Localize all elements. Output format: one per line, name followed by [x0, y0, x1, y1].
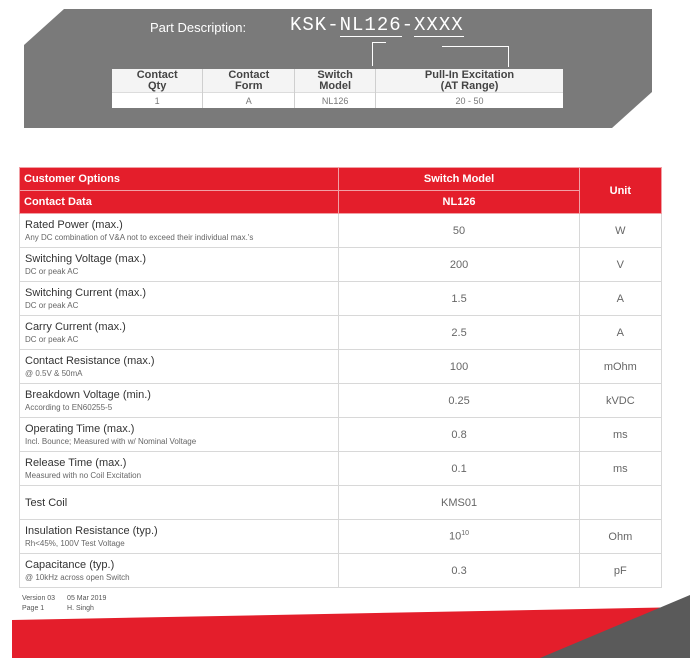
parameter-name: Release Time (max.) [25, 457, 127, 469]
value-text: 100 [449, 360, 469, 373]
contact-form-value: A [203, 93, 295, 109]
value-text: KMS01 [441, 496, 478, 509]
parameter-unit: A [579, 282, 661, 316]
customer-options-header: Customer Options [20, 168, 339, 191]
value-text: 10 [449, 530, 462, 543]
value-text: 0.25 [448, 394, 470, 407]
parameter-unit: V [579, 248, 661, 282]
switch-model-header: Switch Model [339, 168, 579, 191]
parameter-unit: ms [579, 418, 661, 452]
parameter-note: According to EN60255-5 [25, 403, 113, 412]
pull-in-value: 20 - 50 [376, 93, 563, 109]
parameter-note: Any DC combination of V&A not to exceed their individual max.'s [25, 233, 254, 242]
col-header-contact-qty: Contact Qty [112, 69, 203, 93]
part-number-excitation: XXXX [414, 14, 464, 36]
part-number-model: NL126 [339, 14, 402, 36]
parameter-note: DC or peak AC [25, 267, 79, 276]
parameter-name: Contact Resistance (max.) [25, 355, 155, 367]
parameter-unit: mOhm [579, 350, 661, 384]
col-header-pull-in: Pull-In Excitation (AT Range) [376, 69, 563, 93]
value-text: 0.1 [451, 462, 467, 475]
parameter-name: Switching Current (max.) [25, 287, 147, 299]
parameter-note: Measured with no Coil Excitation [25, 471, 142, 480]
col-header-contact-form: Contact Form [203, 69, 295, 93]
part-number-prefix: KSK- [290, 14, 340, 36]
parameter-name: Switching Voltage (max.) [25, 253, 147, 265]
parameter-name: Rated Power (max.) [25, 219, 123, 231]
parameter-unit: W [579, 214, 661, 248]
parameter-unit: kVDC [579, 384, 661, 418]
parameter-name: Capacitance (typ.) [25, 559, 115, 571]
parameter-unit: A [579, 316, 661, 350]
value-exponent: 10 [461, 530, 470, 538]
parameter-note: DC or peak AC [25, 335, 79, 344]
col-header-switch-model: Switch Model [295, 69, 376, 93]
contact-data-header: Contact Data [20, 191, 339, 214]
parameter-unit: ms [579, 452, 661, 486]
value-text: 1.5 [451, 292, 467, 305]
parameter-name: Test Coil [25, 496, 68, 509]
author-label: H. Singh [67, 605, 94, 612]
parameter-note: @ 0.5V & 50mA [25, 369, 83, 378]
version-label: Version 03 [22, 595, 56, 602]
parameter-note: Rh<45%, 100V Test Voltage [25, 539, 125, 548]
parameter-unit: pF [579, 554, 661, 588]
value-text: 200 [449, 258, 469, 271]
page-label: Page 1 [22, 605, 45, 612]
value-text: 0.8 [451, 428, 467, 441]
part-number-separator: - [401, 14, 415, 36]
part-description-label: Part Description: [150, 20, 247, 35]
parameter-name: Operating Time (max.) [25, 423, 135, 435]
contact-qty-value: 1 [112, 93, 203, 109]
parameter-note: Incl. Bounce; Measured with w/ Nominal Voltage [25, 437, 197, 446]
value-text: 0.3 [451, 564, 467, 577]
value-text: 2.5 [451, 326, 467, 339]
parameter-name: Breakdown Voltage (min.) [25, 389, 151, 401]
parameter-name: Insulation Resistance (typ.) [25, 525, 158, 537]
parameter-note: DC or peak AC [25, 301, 79, 310]
parameter-unit: Ohm [579, 520, 661, 554]
parameter-note: @ 10kHz across open Switch [25, 573, 130, 582]
date-label: 05 Mar 2019 [67, 595, 107, 602]
unit-header: Unit [579, 168, 661, 214]
value-text: 50 [452, 224, 466, 237]
switch-model-value: NL126 [295, 93, 376, 109]
model-header: NL126 [339, 191, 579, 214]
parameter-name: Carry Current (max.) [25, 321, 126, 333]
